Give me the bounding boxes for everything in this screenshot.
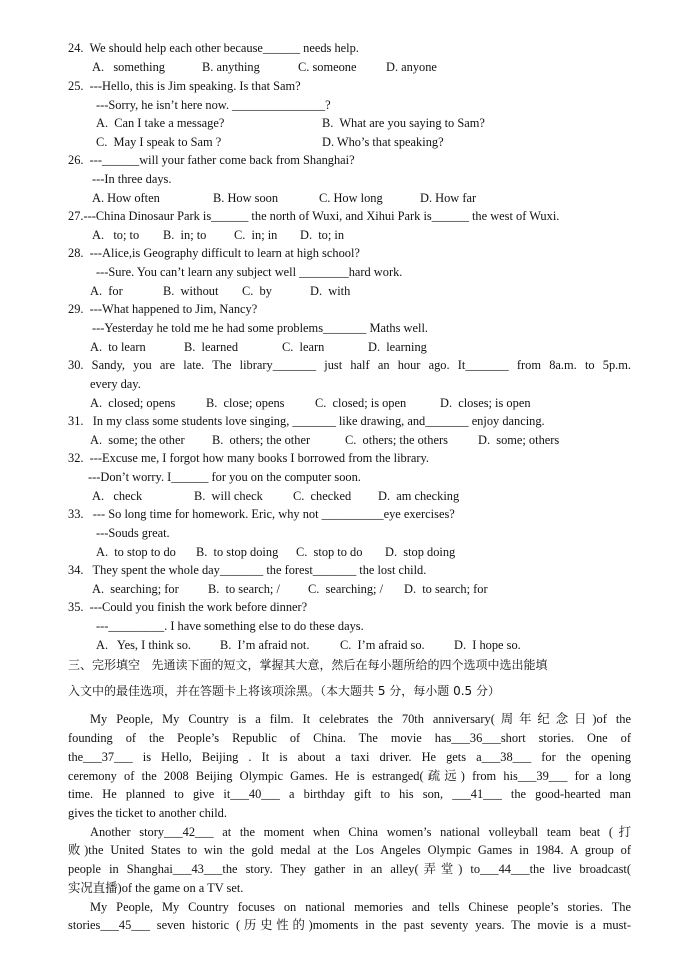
passage-line-8: 败)the United States to win the gold medal at the Los Angeles Olympic Games in 1984. A group of [68, 843, 631, 857]
question-29-reply: ---Yesterday he told me he had some problems_______ Maths well. [92, 321, 428, 335]
q33-option-b: B. to stop doing [196, 545, 279, 559]
q24-option-c: C. someone [298, 60, 357, 74]
q28-option-a: A. for [90, 284, 123, 298]
q27-option-a: A. to; to [92, 228, 140, 242]
q25-option-d: D. Who’s that speaking? [322, 135, 444, 149]
q26-option-d: D. How far [420, 191, 477, 205]
question-32-stem: 32. ---Excuse me, I forgot how many books I borrowed from the library. [68, 451, 429, 465]
q24-option-a: A. something [92, 60, 165, 74]
q30-option-a: A. closed; opens [90, 396, 176, 410]
question-24-stem: 24. We should help each other because______ needs help. [68, 41, 359, 55]
q25-option-a: A. Can I take a message? [96, 116, 225, 130]
q31-option-c: C. others; the others [345, 433, 448, 447]
q35-option-d: D. I hope so. [454, 638, 521, 652]
q29-option-c: C. learn [282, 340, 325, 354]
passage-line-11: My People, My Country focuses on national memories and tells Chinese people’s stories. The [90, 900, 631, 914]
question-32-reply: ---Don’t worry. I______ for you on the computer soon. [88, 470, 361, 484]
passage-line-1: My People, My Country is a film. It celebrates the 70th anniversary(周年纪念日)of the [90, 712, 631, 726]
passage-line-6: gives the ticket to another child. [68, 806, 227, 820]
q35-option-b: B. I’m afraid not. [220, 638, 310, 652]
passage-line-10: 实况直播)of the game on a TV set. [68, 881, 244, 895]
q27-option-c: C. in; in [234, 228, 278, 242]
q31-option-a: A. some; the other [90, 433, 185, 447]
section-heading-line-1: 三、完形填空 先通读下面的短文，掌握其大意，然后在每小题所给的四个选项中选出能填 [68, 658, 548, 672]
question-27-stem: 27.---China Dinosaur Park is______ the north of Wuxi, and Xihui Park is______ the west of Wuxi. [68, 209, 560, 223]
q29-option-d: D. learning [368, 340, 427, 354]
q34-option-c: C. searching; / [308, 582, 384, 596]
q35-option-c: C. I’m afraid so. [340, 638, 425, 652]
q31-option-d: D. some; others [478, 433, 560, 447]
q29-option-a: A. to learn [90, 340, 146, 354]
question-30-stem-cont: every day. [90, 377, 141, 391]
q31-option-b: B. others; the other [212, 433, 311, 447]
passage-line-2: founding of the People’s Republic of China. The movie has___36___short stories. One of [68, 731, 631, 745]
q30-option-d: D. closes; is open [440, 396, 531, 410]
q25-option-b: B. What are you saying to Sam? [322, 116, 485, 130]
q30-option-b: B. close; opens [206, 396, 285, 410]
question-25-reply: ---Sorry, he isn’t here now. _______________? [96, 98, 331, 112]
question-34-stem: 34. They spent the whole day_______ the forest_______ the lost child. [68, 563, 427, 577]
passage-line-12: stories___45___ seven historic (历史性的)moments in the past seventy years. The movie is a must- [68, 918, 631, 932]
q32-option-c: C. checked [293, 489, 352, 503]
question-33-reply: ---Souds great. [96, 526, 170, 540]
q30-option-c: C. closed; is open [315, 396, 407, 410]
question-35-stem: 35. ---Could you finish the work before dinner? [68, 600, 308, 614]
q33-option-a: A. to stop to do [96, 545, 176, 559]
question-26-reply: ---In three days. [92, 172, 172, 186]
q33-option-d: D. stop doing [385, 545, 456, 559]
question-26-stem: 26. ---______will your father come back from Shanghai? [68, 153, 355, 167]
question-31-stem: 31. In my class some students love singing, _______ like drawing, and_______ enjoy dancing. [68, 414, 545, 428]
passage-line-9: people in Shanghai___43___the story. They gather in an alley(弄堂) to___44___the live broadcast( [68, 862, 631, 876]
passage-line-7: Another story___42___ at the moment when China women’s national volleyball team beat (打 [90, 825, 631, 839]
q34-option-b: B. to search; / [208, 582, 280, 596]
q28-option-b: B. without [163, 284, 219, 298]
q26-option-c: C. How long [319, 191, 383, 205]
passage-line-3: the___37___ is Hello, Beijing . It is about a taxi driver. He gets a___38___ for the opening [68, 750, 631, 764]
question-30-stem: 30. Sandy, you are late. The library_______ just half an hour ago. It_______ from 8a.m. to 5p.m. [68, 358, 631, 372]
q28-option-d: D. with [310, 284, 351, 298]
q26-option-a: A. How often [92, 191, 160, 205]
passage-line-4: ceremony of the 2008 Beijing Olympic Games. He is estranged(疏远) from his___39___ for a long [68, 769, 631, 783]
question-29-stem: 29. ---What happened to Jim, Nancy? [68, 302, 258, 316]
q32-option-b: B. will check [194, 489, 263, 503]
q27-option-b: B. in; to [163, 228, 207, 242]
q29-option-b: B. learned [184, 340, 239, 354]
question-25-stem: 25. ---Hello, this is Jim speaking. Is that Sam? [68, 79, 301, 93]
q34-option-a: A. searching; for [92, 582, 179, 596]
section-heading-line-2: 入文中的最佳选项，并在答题卡上将该项涂黑。（本大题共 5 分，每小题 0.5 分） [68, 684, 500, 698]
q28-option-c: C. by [242, 284, 272, 298]
q33-option-c: C. stop to do [296, 545, 363, 559]
q32-option-d: D. am checking [378, 489, 460, 503]
q25-option-c: C. May I speak to Sam ? [96, 135, 222, 149]
question-33-stem: 33. --- So long time for homework. Eric, why not __________eye exercises? [68, 507, 455, 521]
q24-option-d: D. anyone [386, 60, 437, 74]
q24-option-b: B. anything [202, 60, 260, 74]
question-35-reply: ---_________. I have something else to do these days. [96, 619, 364, 633]
q34-option-d: D. to search; for [404, 582, 488, 596]
q26-option-b: B. How soon [213, 191, 279, 205]
passage-line-5: time. He planned to give it___40___ a birthday gift to his son, ___41___ the good-hearted man [68, 787, 631, 801]
q32-option-a: A. check [92, 489, 143, 503]
question-28-stem: 28. ---Alice,is Geography difficult to learn at high school? [68, 246, 360, 260]
question-28-reply: ---Sure. You can’t learn any subject well ________hard work. [96, 265, 403, 279]
q35-option-a: A. Yes, I think so. [96, 638, 192, 652]
q27-option-d: D. to; in [300, 228, 345, 242]
